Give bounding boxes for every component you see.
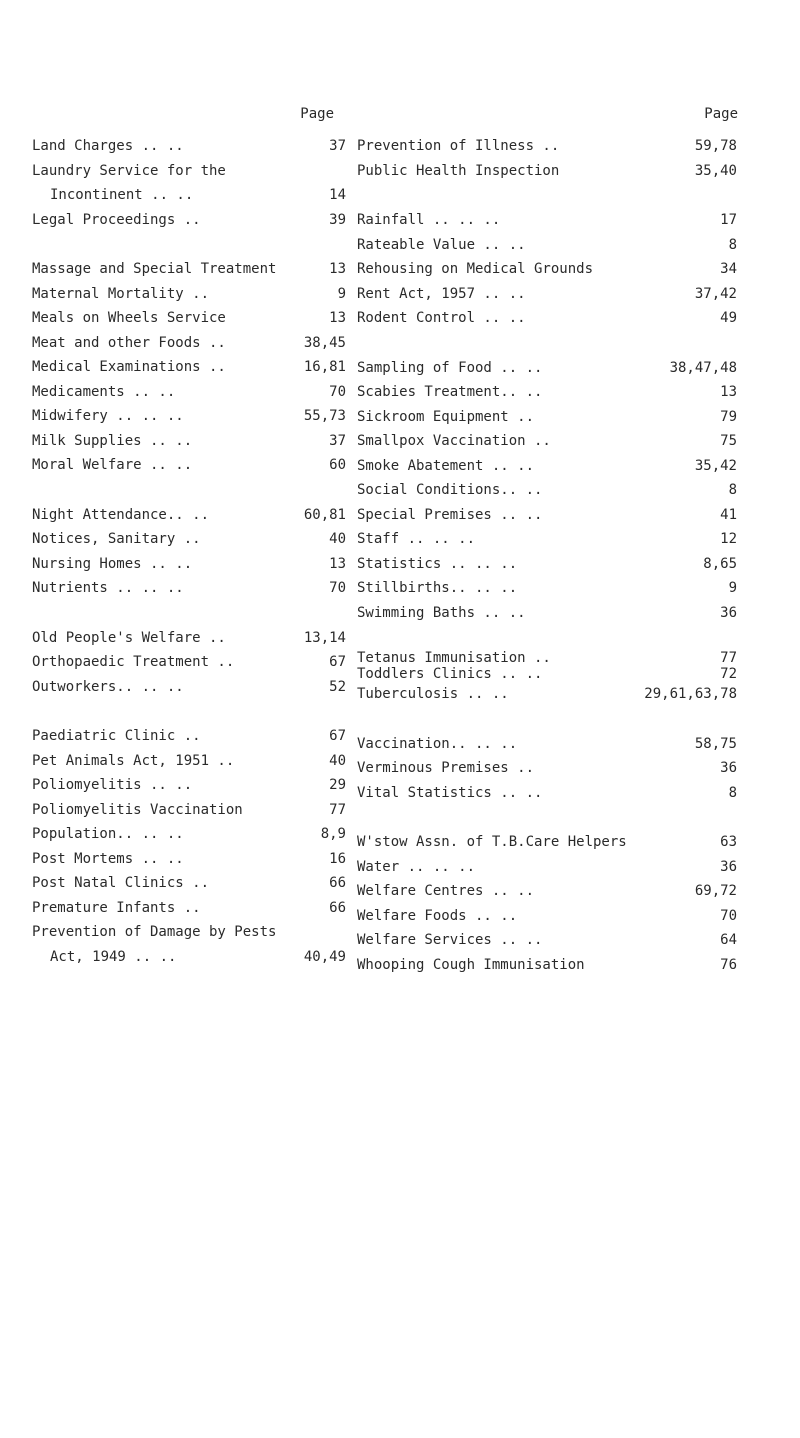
index-entry-label: Stillbirths.. .. ..	[357, 580, 518, 596]
index-entry-page: 49	[720, 310, 737, 326]
index-entry-label: Toddlers Clinics .. ..	[357, 666, 543, 682]
index-entry-label: Vaccination.. .. ..	[357, 735, 518, 752]
index-entry-page: 36	[720, 760, 737, 776]
index-entry-page: 37	[329, 138, 346, 154]
index-entry-page: 67	[329, 654, 346, 670]
index-entry	[357, 756, 737, 781]
index-entry-label: Medical Examinations ..	[32, 359, 226, 375]
index-entry	[357, 356, 737, 381]
index-entry-label: Tuberculosis .. ..	[357, 686, 509, 702]
index-entry	[32, 282, 346, 307]
index-entry	[32, 159, 346, 184]
index-entry	[32, 576, 346, 601]
index-entry-page: 8,65	[703, 555, 737, 572]
index-entry	[357, 405, 737, 430]
index-entry-page: 29	[329, 777, 346, 793]
index-entry	[357, 650, 737, 666]
index-entry-label: Welfare Services .. ..	[357, 932, 543, 948]
index-entry	[32, 798, 346, 823]
index-entry-page: 35,40	[694, 162, 737, 179]
index-entry	[32, 527, 346, 552]
index-entry-page: 75	[720, 433, 737, 449]
index-entry-page: 77	[329, 801, 346, 818]
index-entry	[357, 830, 737, 855]
index-entry	[32, 257, 346, 282]
index-entry	[32, 331, 346, 356]
index-entry-page: 8	[728, 236, 737, 253]
index-entry-page: 13	[720, 384, 737, 400]
index-entry-page: 72	[720, 666, 737, 682]
index-entry	[32, 896, 346, 921]
index-entry-page: 40	[329, 531, 346, 547]
index-entry-label: Vital Statistics .. ..	[357, 784, 543, 801]
index-entry	[357, 454, 737, 479]
index-entry	[32, 773, 346, 798]
page-column-header-right: Page	[704, 106, 738, 122]
index-entry-label: Staff .. .. ..	[357, 531, 476, 547]
index-entry-label: Premature Infants ..	[32, 899, 201, 916]
index-entry-page: 38,47,48	[669, 359, 737, 376]
index-entry-page: 9	[728, 580, 737, 596]
index-entry-page: 29,61,63,78	[644, 686, 737, 702]
page-column-header-left: Page	[300, 106, 334, 122]
index-entry-page: 14	[329, 187, 346, 203]
index-entry-page: 58,75	[694, 735, 737, 752]
index-entry-page: 8,9	[320, 826, 346, 842]
index-entry	[32, 552, 346, 577]
index-entry-label: Verminous Premises ..	[357, 760, 535, 776]
index-entry	[357, 282, 737, 307]
index-entry-page: 52	[329, 678, 346, 695]
index-entry-label: Prevention of Damage by Pests	[32, 924, 277, 940]
index-entry-label: Legal Proceedings ..	[32, 211, 201, 228]
index-entry-page: 63	[720, 834, 737, 850]
index-entry-label: Rodent Control .. ..	[357, 310, 526, 326]
index-entry-label: Maternal Mortality ..	[32, 285, 210, 302]
index-entry	[32, 429, 346, 454]
index-entry	[357, 527, 737, 552]
index-entry-page: 36	[720, 604, 737, 621]
index-entry	[357, 682, 737, 707]
index-entry	[357, 601, 737, 626]
index-entry-label: Welfare Centres .. ..	[357, 883, 535, 899]
index-entry	[357, 781, 737, 806]
index-entry-page: 41	[720, 506, 737, 523]
index-entry-label: Rateable Value .. ..	[357, 236, 526, 253]
index-entry-page: 70	[329, 383, 346, 400]
index-entry-label: Laundry Service for the	[32, 162, 226, 179]
index-entry-label: Moral Welfare .. ..	[32, 457, 193, 473]
index-entry-page: 39	[329, 211, 346, 228]
index-entry	[357, 904, 737, 929]
index-entry-label: Smoke Abatement .. ..	[357, 457, 535, 474]
index-entry	[32, 847, 346, 872]
index-entry-page: 66	[329, 875, 346, 891]
index-entry-label: Old People's Welfare ..	[32, 629, 226, 646]
index-entry-label: Sickroom Equipment ..	[357, 408, 535, 425]
index-entry-label: Whooping Cough Immunisation	[357, 956, 585, 973]
index-entry	[357, 552, 737, 577]
index-entry-page: 37	[329, 432, 346, 449]
index-entry-page: 77	[720, 650, 737, 666]
index-entry-label: Swimming Baths .. ..	[357, 604, 526, 621]
index-entry-label: Special Premises .. ..	[357, 506, 543, 523]
index-entry-label: Notices, Sanitary ..	[32, 531, 201, 547]
index-entry-page: 37,42	[694, 285, 737, 302]
index-entry	[357, 257, 737, 282]
index-entry-label: Incontinent .. ..	[50, 187, 194, 203]
index-entry-page: 79	[720, 408, 737, 425]
index-entry-page: 40	[329, 752, 346, 769]
index-entry	[32, 306, 346, 331]
index-entry-page: 13,14	[303, 629, 346, 646]
index-entry-page: 38,45	[303, 334, 346, 351]
index-entry-page: 66	[329, 899, 346, 916]
index-entry-page: 64	[720, 932, 737, 948]
index-entry-label: Nursing Homes .. ..	[32, 555, 193, 572]
index-entry-label: Rainfall .. .. ..	[357, 212, 501, 228]
index-entry	[32, 134, 346, 159]
index-entry-label: Nutrients .. .. ..	[32, 580, 184, 596]
index-entry	[357, 879, 737, 904]
index-entry	[357, 855, 737, 880]
index-entry	[32, 945, 346, 970]
index-entry-label: Tetanus Immunisation ..	[357, 650, 551, 666]
index-entry-label: Post Natal Clinics ..	[32, 875, 210, 891]
index-entry-page: 34	[720, 261, 737, 277]
index-entry	[32, 183, 346, 208]
index-entry-label: Paediatric Clinic ..	[32, 728, 201, 744]
index-entry-page: 16	[329, 850, 346, 867]
index-entry-page: 69,72	[694, 883, 737, 899]
index-entry-label: W'stow Assn. of T.B.Care Helpers	[357, 834, 627, 850]
index-entry	[32, 404, 346, 429]
index-entry	[357, 159, 737, 184]
index-entry-label: Prevention of Illness ..	[357, 138, 560, 154]
index-entry-page: 40,49	[303, 948, 346, 965]
index-entry-label: Act, 1949 .. ..	[50, 948, 177, 965]
index-entry-label: Public Health Inspection	[357, 162, 560, 179]
index-entry	[357, 134, 737, 159]
index-entry	[357, 732, 737, 757]
index-entry	[32, 626, 346, 651]
index-entry-label: Statistics .. .. ..	[357, 555, 518, 572]
index-entry-label: Medicaments .. ..	[32, 383, 176, 400]
index-entry-label: Water .. .. ..	[357, 858, 476, 875]
index-entry-label: Social Conditions.. ..	[357, 482, 543, 498]
index-entry-page: 59,78	[694, 138, 737, 154]
index-entry-label: Meat and other Foods ..	[32, 334, 226, 351]
index-entry	[357, 380, 737, 405]
index-entry-page: 13	[329, 310, 346, 326]
index-entry-label: Pet Animals Act, 1951 ..	[32, 752, 235, 769]
index-entry-page: 60,81	[303, 506, 346, 523]
index-entry	[357, 953, 737, 978]
index-entry	[32, 871, 346, 896]
index-entry	[357, 928, 737, 953]
index-entry-label: Massage and Special Treatment	[32, 261, 277, 277]
index-entry	[32, 208, 346, 233]
index-entry	[32, 724, 346, 749]
index-entry-page: 35,42	[694, 457, 737, 474]
index-entry	[32, 675, 346, 700]
index-entry-page: 67	[329, 728, 346, 744]
index-entry	[32, 380, 346, 405]
index-entry-page: 60	[329, 457, 346, 473]
index-entry-label: Rehousing on Medical Grounds	[357, 261, 594, 277]
index-entry	[357, 429, 737, 454]
index-entry	[357, 503, 737, 528]
index-entry-label: Scabies Treatment.. ..	[357, 384, 543, 400]
index-column-right	[357, 134, 737, 977]
index-entry-label: Milk Supplies .. ..	[32, 432, 193, 449]
index-entry-page: 13	[329, 555, 346, 572]
index-entry-page: 55,73	[303, 408, 346, 424]
index-entry-page: 13	[329, 261, 346, 277]
index-entry	[32, 822, 346, 847]
index-entry-label: Poliomyelitis .. ..	[32, 777, 193, 793]
index-entry-page: 70	[720, 907, 737, 924]
index-entry-label: Land Charges .. ..	[32, 138, 184, 154]
index-entry	[357, 666, 737, 682]
index-entry-label: Outworkers.. .. ..	[32, 678, 184, 695]
index-entry-label: Post Mortems .. ..	[32, 850, 184, 867]
index-entry-page: 70	[329, 580, 346, 596]
index-entry-page: 17	[720, 212, 737, 228]
index-entry-label: Meals on Wheels Service	[32, 310, 226, 326]
index-entry-label: Poliomyelitis Vaccination	[32, 801, 243, 818]
index-entry-label: Population.. .. ..	[32, 826, 184, 842]
index-entry	[357, 478, 737, 503]
index-entry-page: 8	[728, 784, 737, 801]
index-entry	[32, 503, 346, 528]
index-entry	[357, 306, 737, 331]
index-entry-label: Rent Act, 1957 .. ..	[357, 285, 526, 302]
index-entry-label: Smallpox Vaccination ..	[357, 433, 551, 449]
index-entry-page: 36	[720, 858, 737, 875]
index-entry	[32, 749, 346, 774]
index-entry-label: Night Attendance.. ..	[32, 506, 210, 523]
index-entry	[357, 208, 737, 233]
index-entry-page: 16,81	[303, 359, 346, 375]
index-entry-label: Orthopaedic Treatment ..	[32, 654, 235, 670]
index-entry-page: 12	[720, 531, 737, 547]
index-entry-page: 8	[728, 482, 737, 498]
index-entry	[32, 920, 346, 945]
index-entry-label: Midwifery .. .. ..	[32, 408, 184, 424]
index-entry-label: Welfare Foods .. ..	[357, 907, 518, 924]
index-entry-page: 9	[337, 285, 346, 302]
index-entry	[357, 576, 737, 601]
index-entry	[32, 355, 346, 380]
index-entry	[32, 453, 346, 478]
index-entry-label: Sampling of Food .. ..	[357, 359, 543, 376]
index-entry-page: 76	[720, 956, 737, 973]
index-entry	[32, 650, 346, 675]
index-column-left	[32, 134, 346, 969]
index-entry	[357, 233, 737, 258]
